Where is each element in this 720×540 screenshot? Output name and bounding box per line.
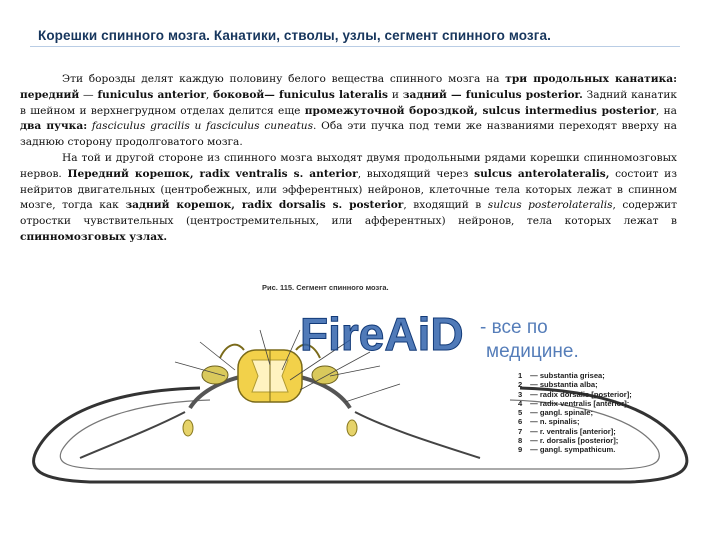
bold-term: Передний корешок, radix ventralis s. anterior [67, 167, 358, 180]
legend-item [518, 445, 632, 454]
bold-term: funiculus anterior [97, 88, 206, 101]
legend-number: 1 [518, 371, 523, 380]
text-run: состоит из нейритов двигательных (центробежных, или эфферентных) нейронов, клеточные тела которых лежат в спинном мозге, тогда как [20, 167, 678, 212]
legend-number: 8 [518, 436, 523, 446]
italic-term: fasciculus cuneatus [206, 120, 314, 133]
title-divider [30, 46, 680, 47]
text-run: и [387, 88, 403, 101]
spinal-ganglion-left [202, 366, 228, 384]
italic-term: и [194, 120, 202, 133]
legend-text: — gangl. spinale; [528, 408, 593, 418]
text-run: , на [655, 104, 677, 117]
watermark-tagline-1: - все по [480, 317, 548, 338]
paragraph-1 [20, 72, 677, 151]
text-run: — [79, 88, 98, 101]
legend-text: — radix ventralis [anterior]; [528, 398, 630, 408]
legend-number: 7 [518, 426, 523, 436]
text-run: Задний канатик в шейном и верхнегрудном отделах делится еще [20, 88, 677, 117]
bold-term: два пучка: [20, 120, 88, 133]
legend-text: — r. ventralis [anterior]; [528, 426, 616, 436]
legend-number: 9 [518, 445, 523, 455]
bold-term: задний — funiculus posterior. [402, 88, 583, 101]
watermark-tagline-2: медицине. [486, 341, 579, 362]
legend-item [518, 427, 632, 436]
bold-term: боковой— funiculus lateralis [213, 88, 388, 101]
bold-term: sulcus anterolateralis, [474, 167, 610, 180]
legend-text: — r. dorsalis [posterior]; [528, 436, 619, 446]
bold-term: три продольных канатика: передний [20, 73, 677, 101]
legend-item [518, 417, 632, 426]
legend-number: 2 [518, 380, 523, 390]
text-run: , [205, 88, 214, 101]
bold-term: задний корешок, radix dorsalis s. posterior [125, 199, 404, 212]
bold-term: спинномозговых узлах. [20, 230, 168, 243]
body-text [20, 72, 677, 246]
paragraph-2 [20, 151, 677, 246]
legend-item [518, 399, 632, 408]
italic-term: sulcus posterolateralis [487, 199, 613, 212]
legend-number: 3 [518, 389, 523, 399]
legend-text: — substantia alba; [528, 380, 598, 390]
bold-term: промежуточной бороздкой, sulcus intermedius posterior [304, 104, 656, 117]
italic-term: fasciculus gracilis [91, 120, 190, 133]
legend-number: 5 [518, 408, 523, 418]
text-run: . Оба эти пучка под теми же названиями переходят вверху на заднюю сторону продолговатого мозга. [20, 120, 677, 149]
sympathetic-ganglion-right [347, 420, 357, 436]
ventral-ramus-right [355, 412, 480, 458]
legend-item [518, 390, 632, 399]
text-run: , содержит отростки чувствительных (центростремительных, или афферентных) нейронов, тела которых лежат в [20, 199, 677, 228]
legend-number: 6 [518, 417, 523, 427]
watermark-logo: FireAiD [300, 308, 464, 360]
figure-caption: Рис. 115. Сегмент спинного мозга. [262, 283, 389, 292]
text-run: , выходящий через [357, 167, 475, 180]
dorsal-root-left [220, 345, 244, 358]
text-run: Эти борозды делят каждую половину белого вещества спинного мозга на [62, 73, 506, 85]
fireaid-watermark [300, 300, 620, 370]
legend-text: — radix dorsalis [posterior]; [528, 389, 632, 399]
legend-item [518, 408, 632, 417]
legend-item [518, 436, 632, 445]
legend-text: — substantia grisea; [528, 371, 605, 380]
legend-item [518, 371, 632, 380]
figure-legend [518, 371, 632, 455]
text-run: , входящий в [403, 199, 488, 212]
text-run: На той и другой стороне из спинного мозга выходят двумя продольными рядами корешки спинномозговых нервов. [20, 151, 677, 180]
legend-item [518, 380, 632, 389]
ventral-ramus-left [80, 412, 185, 458]
legend-text: — n. spinalis; [528, 417, 580, 427]
legend-number: 4 [518, 398, 523, 408]
slide-title: Корешки спинного мозга. Канатики, стволы, узлы, сегмент спинного мозга. [38, 28, 551, 43]
sympathetic-ganglion-left [183, 420, 193, 436]
legend-text: — gangl. sympathicum. [528, 445, 616, 455]
